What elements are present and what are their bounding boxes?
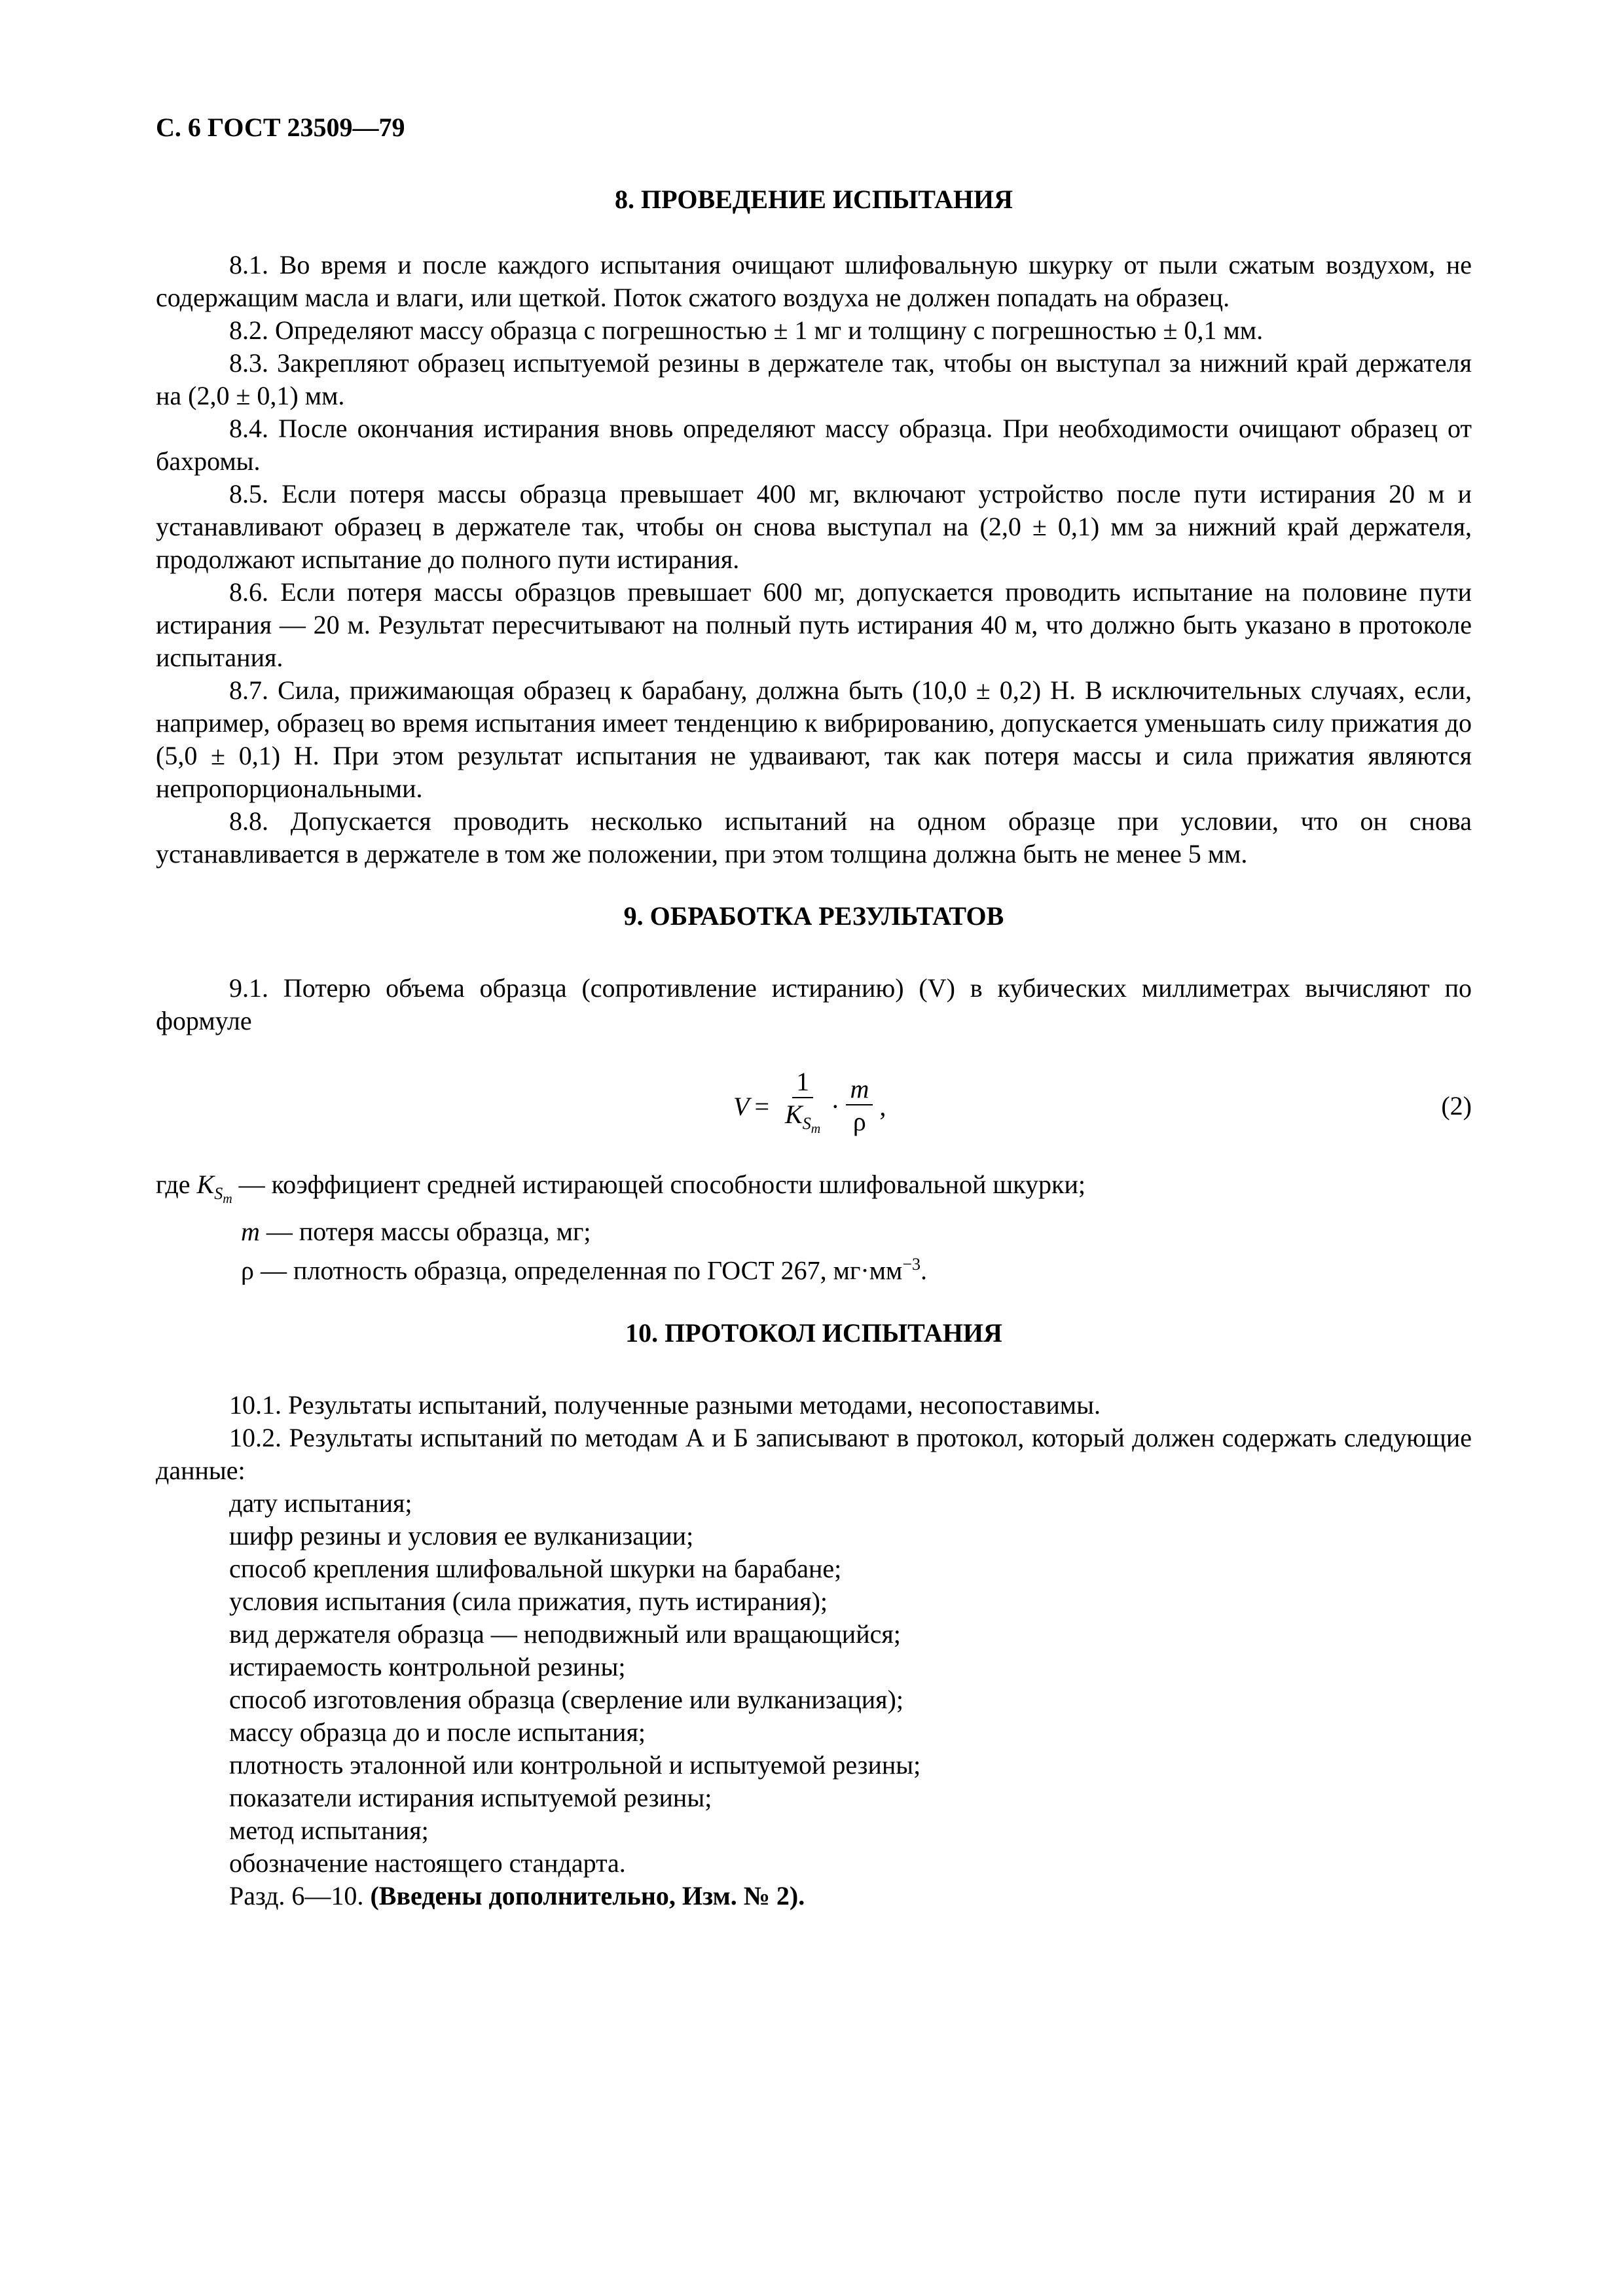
list-item: условия испытания (сила прижатия, путь истирания);	[229, 1586, 828, 1616]
formula-trailing-comma: ,	[879, 1091, 886, 1121]
paragraph-10-1: 10.1. Результаты испытаний, полученные разными методами, несопоставимы.	[229, 1390, 1101, 1420]
list-item: дату испытания;	[229, 1488, 412, 1518]
fraction-2-numerator: m	[846, 1074, 873, 1105]
section-9-title: 9. ОБРАБОТКА РЕЗУЛЬТАТОВ	[623, 901, 1004, 931]
page-header: С. 6 ГОСТ 23509—79	[156, 113, 405, 142]
formula-fraction-1	[781, 1067, 824, 1145]
formula-number: (2)	[1441, 1091, 1472, 1121]
list-item: обозначение настоящего стандарта.	[229, 1848, 626, 1878]
list-item: показатели истирания испытуемой резины;	[229, 1782, 712, 1812]
fraction-2-denominator: ρ	[852, 1107, 866, 1136]
paragraph-8-4: 8.4. После окончания истирания вновь определяют массу образца. При необходимости очищают образец от бахромы.	[156, 414, 1472, 476]
definition-m: m — потеря массы образца, мг;	[241, 1217, 591, 1247]
definition-k: где $K_{S_m}$ — коэффициент средней истирающей способности шлифовальной шкурки;	[156, 1170, 1085, 1207]
volume-loss-formula	[733, 1064, 886, 1149]
paragraph-8-1: 8.1. Во время и после каждого испытания очищают шлифовальную шкурку от пыли сжатым воздухом, не содержащим масла и влаги, или щеткой. Поток сжатого воздуха не должен попадать на образец.	[156, 250, 1472, 312]
paragraph-10-2: 10.2. Результаты испытаний по методам А и Б записывают в протокол, который должен содержать следующие данные:	[156, 1422, 1472, 1485]
formula-fraction-2	[846, 1074, 873, 1138]
paragraph-8-6: 8.6. Если потеря массы образцов превышает 600 мг, допускается проводить испытание на половине пути истирания — 20 м. Результат пересчитывают на полный путь истирания 40 м, что должно быть указано в протоколе испытания.	[156, 577, 1472, 672]
fraction-1-numerator: 1	[792, 1067, 813, 1098]
list-item: вид держателя образца — неподвижный или вращающийся;	[229, 1619, 901, 1649]
formula-block	[156, 1064, 1472, 1149]
document-page	[156, 98, 1472, 1912]
list-item: истираемость контрольной резины;	[229, 1651, 626, 1681]
list-item: шифр резины и условия ее вулканизации;	[229, 1520, 694, 1551]
fraction-1-denominator: $K_{S_m}$	[785, 1099, 821, 1137]
list-item: способ изготовления образца (сверление или вулканизация);	[229, 1684, 903, 1714]
list-item: плотность эталонной или контрольной и испытуемой резины;	[229, 1749, 921, 1780]
section-8-title: 8. ПРОВЕДЕНИЕ ИСПЫТАНИЯ	[615, 185, 1013, 214]
amendment-note: Разд. 6—10. (Введены дополнительно, Изм. № 2).	[229, 1880, 805, 1910]
list-item: способ крепления шлифовальной шкурки на барабане;	[229, 1553, 842, 1583]
formula-dot: ·	[831, 1091, 840, 1121]
list-item: метод испытания;	[229, 1815, 429, 1845]
formula-lhs: V	[733, 1091, 750, 1121]
paragraph-9-1: 9.1. Потерю объема образца (сопротивление истиранию) (V) в кубических миллиметрах вычисляют по формуле	[156, 973, 1472, 1035]
formula-equals: =	[754, 1091, 769, 1121]
paragraph-8-7: 8.7. Сила, прижимающая образец к барабану, должна быть (10,0 ± 0,2) Н. В исключительных случаях, если, например, образец во время испытания имеет тенденцию к вибрированию, допускается уменьшать силу прижатия до (5,0 ± 0,1) Н. При этом результат испытания не удваивают, так как потеря массы и сила прижатия являются непропорциональными.	[156, 675, 1472, 803]
definition-rho: ρ — плотность образца, определенная по ГОСТ 267, $мг\cdot мм^{-3}$.	[241, 1255, 928, 1285]
paragraph-8-3: 8.3. Закрепляют образец испытуемой резины в держателе так, чтобы он выступал за нижний край держателя на (2,0 ± 0,1) мм.	[156, 348, 1472, 410]
paragraph-8-2: 8.2. Определяют массу образца с погрешностью ± 1 мг и толщину с погрешностью ± 0,1 мм.	[229, 315, 1264, 345]
list-item: массу образца до и после испытания;	[229, 1717, 646, 1747]
paragraph-8-5: 8.5. Если потеря массы образца превышает 400 мг, включают устройство после пути истирания 20 м и устанавливают образец в держателе так, чтобы он снова выступал на (2,0 ± 0,1) мм за нижний край держателя, продолжают испытание до полного пути истирания.	[156, 479, 1472, 574]
paragraph-8-8: 8.8. Допускается проводить несколько испытаний на одном образце при условии, что он снова устанавливается в держателе в том же положении, при этом толщина должна быть не менее 5 мм.	[156, 806, 1472, 869]
section-10-title: 10. ПРОТОКОЛ ИСПЫТАНИЯ	[625, 1318, 1002, 1348]
